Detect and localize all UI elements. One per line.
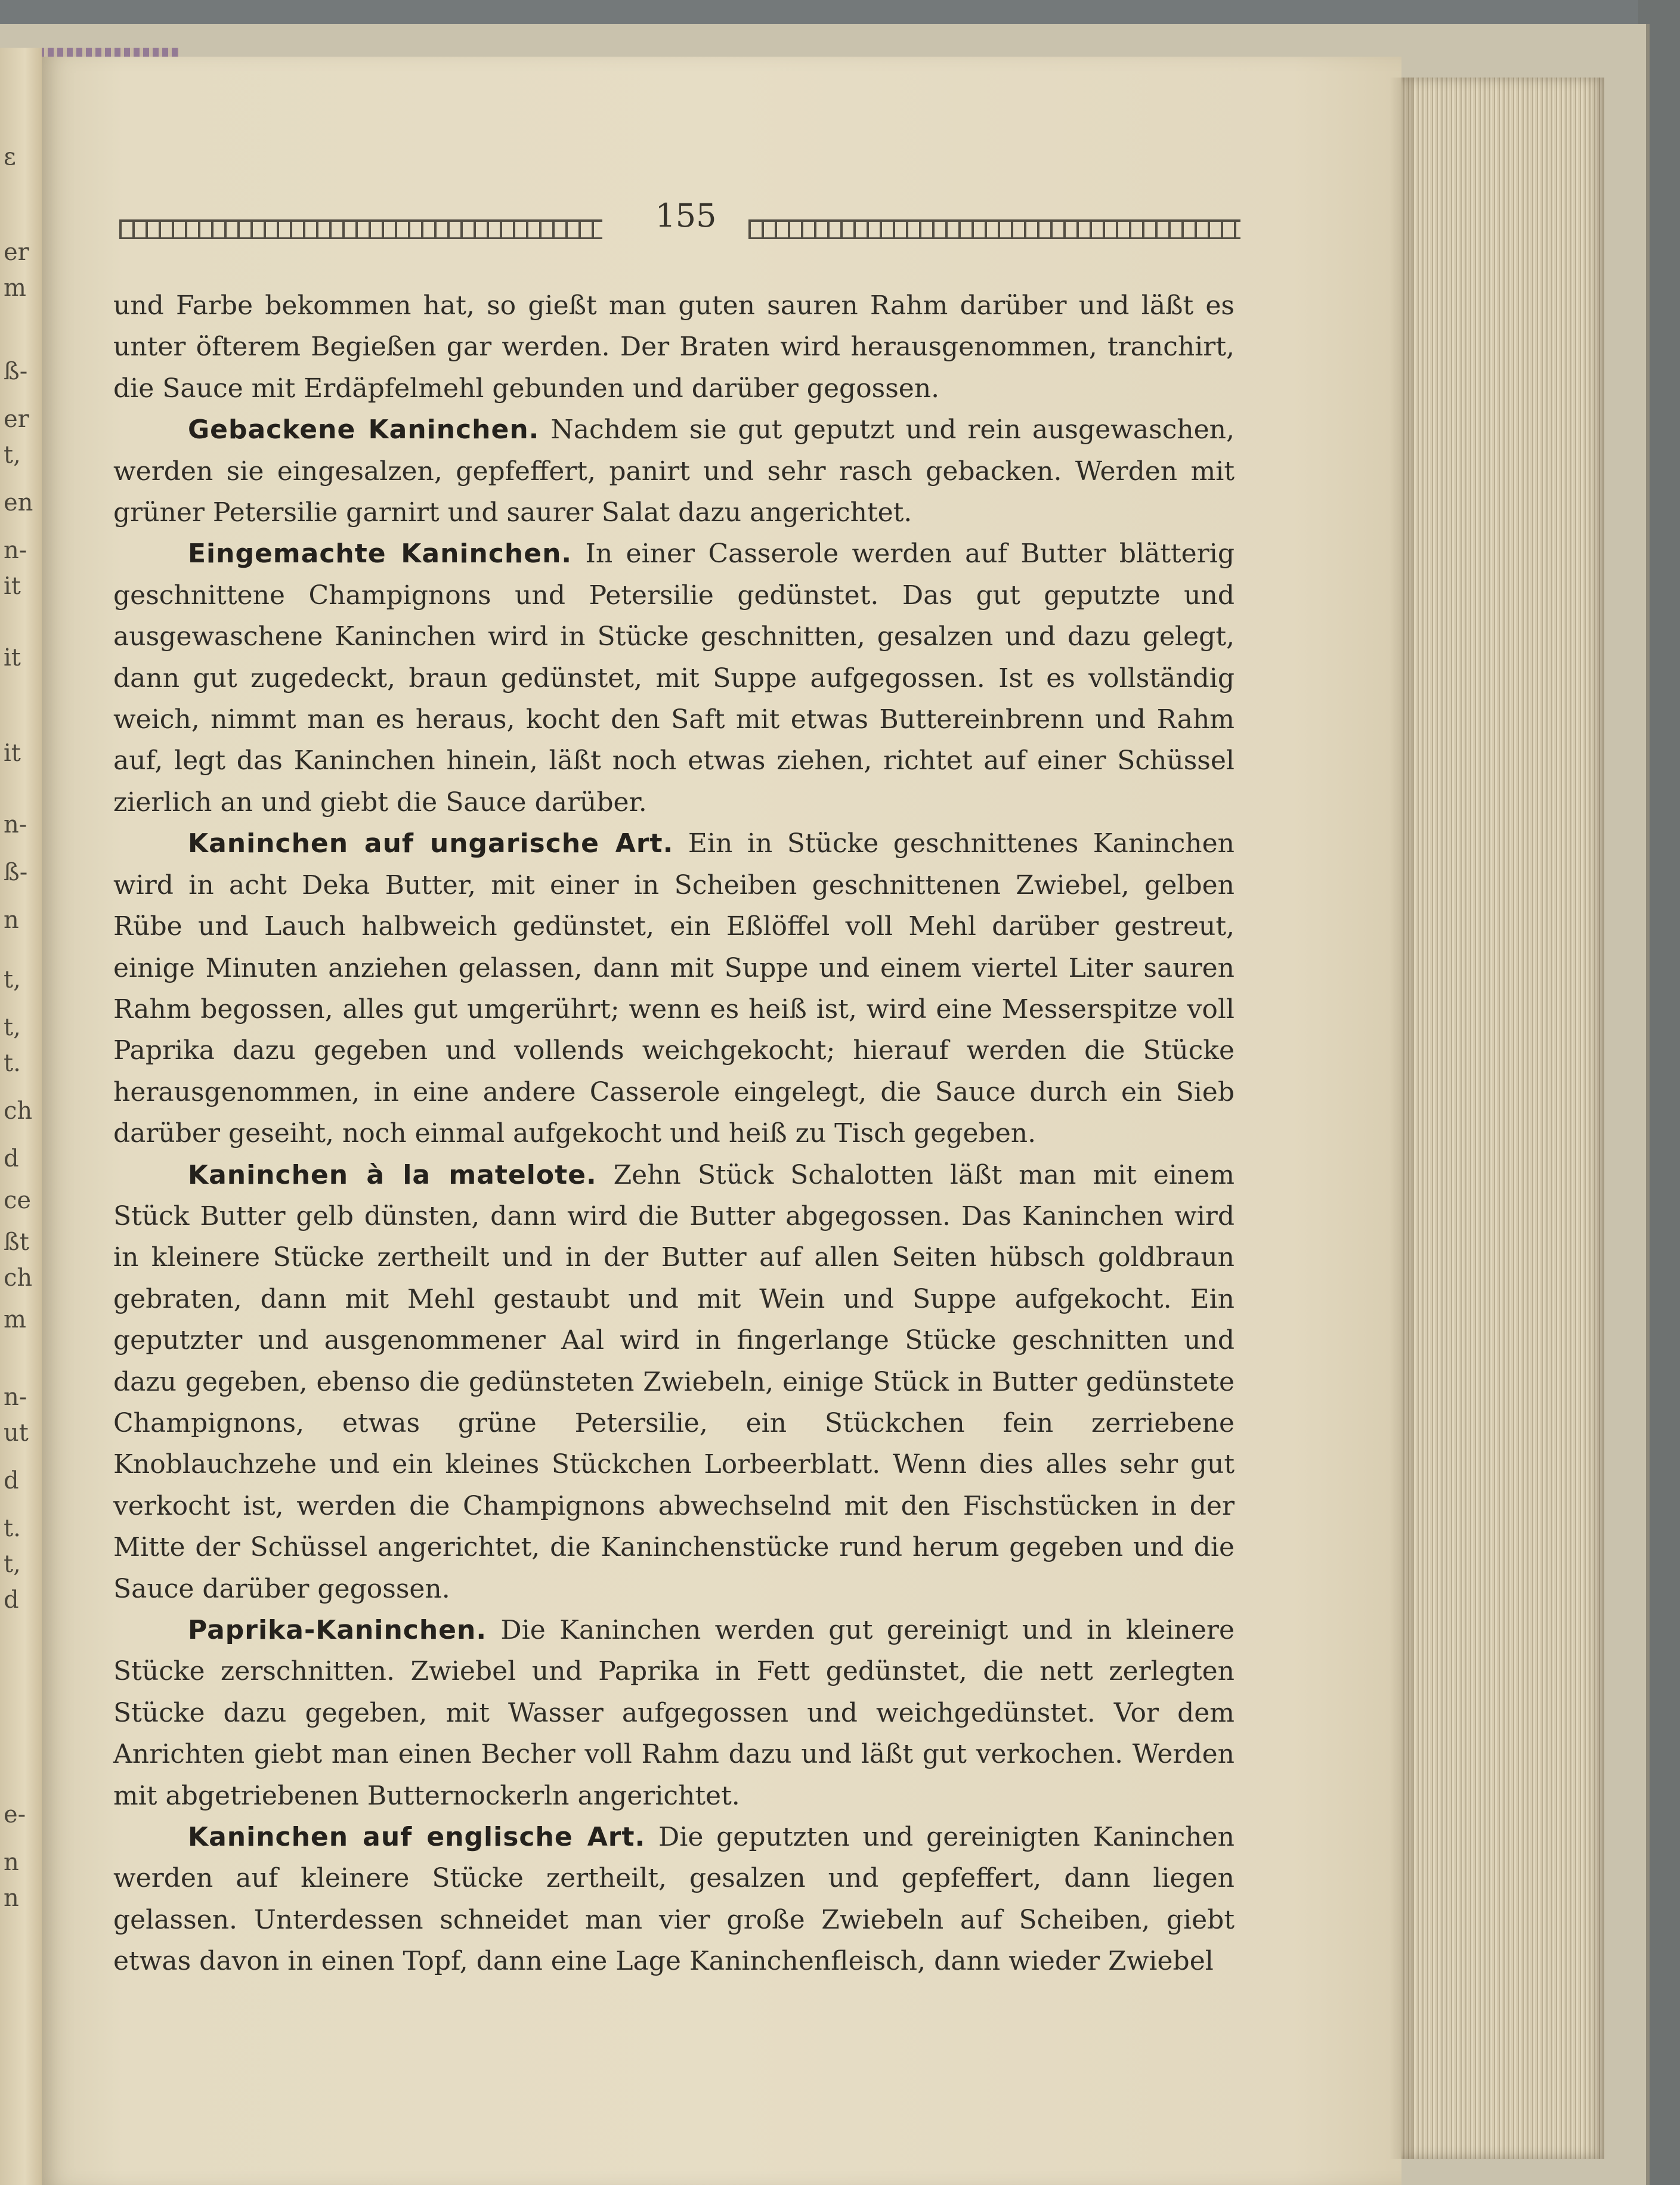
previous-page-fragment: m bbox=[4, 274, 26, 302]
recipe-paprika-kaninchen bbox=[113, 1610, 1235, 1816]
previous-page-fragment: n- bbox=[4, 811, 27, 838]
previous-page-fragment: n bbox=[4, 906, 19, 934]
recipe-heading: Paprika-Kaninchen. bbox=[188, 1615, 487, 1645]
recipe-heading: Kaninchen à la matelote. bbox=[188, 1159, 597, 1190]
previous-page-fragment: m bbox=[4, 1306, 26, 1333]
recipe-ungarische-art bbox=[113, 823, 1235, 1154]
previous-page-fragment: ch bbox=[4, 1097, 33, 1125]
recipe-text: Die geputzten und gereinigten Kaninchen werden auf kleinere Stücke zertheilt, gesalzen und gepfeffert, dann liegen gelassen. Unterdessen schneidet man vier große Zwiebeln auf Scheiben, giebt etwas davon in einen Topf, dann eine Lage Kaninchenfleisch, dann wieder Zwiebel bbox=[113, 1822, 1235, 1977]
paragraph-text: und Farbe bekommen hat, so gießt man guten sauren Rahm darüber und läßt es unter öfterem Begießen gar werden. Der Braten wird herausgenommen, tranchirt, die Sauce mit Erdäpfelmehl gebunden und darüber gegossen. bbox=[113, 290, 1235, 404]
ornament-left bbox=[119, 219, 602, 239]
previous-page-fragment: ß- bbox=[4, 358, 28, 385]
previous-page-fragment: er bbox=[4, 239, 29, 266]
page-edges bbox=[1401, 78, 1604, 2159]
recipe-text: Zehn Stück Schalotten läßt man mit einem Stück Butter gelb dünsten, dann wird die Butter abgegossen. Das Kaninchen wird in kleinere Stücke zertheilt und in der Butter auf allen Seiten hübsch goldbraun gebraten, dann mit Mehl gestaubt und mit Wein und Suppe aufgekocht. Ein geputzter und ausgenommener Aal wird in fingerlange Stücke geschnitten und dazu gegeben, ebenso die gedünsteten Zwiebeln, einige Stück in Butter gedünstete Champignons, etwas grüne Petersilie, ein Stückchen fein zerriebene Knoblauchzehe und ein kleines Stückchen Lorbeerblatt. Wenn dies alles sehr gut verkocht ist, werden die Champignons abwechselnd mit den Fischstücken in der Mitte der Schüssel angerichtet, die Kaninchenstücke rund herum gegeben und die Sauce darüber gegossen. bbox=[113, 1159, 1235, 1604]
recipe-heading: Eingemachte Kaninchen. bbox=[188, 538, 573, 570]
previous-page-fragment: n bbox=[4, 1849, 19, 1876]
paragraph bbox=[113, 285, 1235, 409]
previous-page-fragment: ut bbox=[4, 1419, 29, 1447]
previous-page-fragment: it bbox=[4, 572, 21, 600]
previous-page-fragment: t, bbox=[4, 1550, 21, 1578]
previous-page-fragment: t. bbox=[4, 1515, 21, 1542]
recipe-text: Nachdem sie gut geputzt und rein ausgewaschen, werden sie eingesalzen, gepfeffert, panirt und sehr rasch gebacken. Werden mit grüner Petersilie garnirt und saurer Salat dazu angerichtet. bbox=[113, 414, 1235, 528]
ornament-right bbox=[748, 219, 1240, 239]
previous-page-fragment: n- bbox=[4, 1384, 27, 1411]
previous-page-fragment: ß- bbox=[4, 859, 28, 886]
recipe-matelote bbox=[113, 1155, 1235, 1610]
previous-page-fragment: er bbox=[4, 406, 29, 433]
gutter-shadow bbox=[1390, 78, 1413, 2159]
recipe-text: Ein in Stücke geschnittenes Kaninchen wird in acht Deka Butter, mit einer in Scheiben geschnittenen Zwiebel, gelben Rübe und Lauch halbweich gedünstet, ein Eßlöffel voll Mehl darüber gestreut, einige Minuten anziehen gelassen, dann mit Suppe und einem viertel Liter sauren Rahm begossen, alles gut umgerührt; wenn es heiß ist, wird eine Messerspitze voll Paprika dazu gegeben und vollends weichgekocht; hierauf werden die Stücke herausgenommen, in eine andere Casserole eingelegt, die Sauce durch ein Sieb darüber geseiht, noch einmal aufgekocht und heiß zu Tisch gegeben. bbox=[113, 828, 1235, 1149]
previous-page-fragment: n bbox=[4, 1884, 19, 1912]
previous-page-fragment: d bbox=[4, 1467, 19, 1494]
previous-page-fragment: d bbox=[4, 1145, 19, 1172]
previous-page-fragment: ɛ bbox=[4, 143, 16, 171]
previous-page-fragment: n- bbox=[4, 537, 27, 564]
recipe-englische-art bbox=[113, 1816, 1235, 1982]
recipe-text: In einer Casserole werden auf Butter blätterig geschnittene Champignons und Petersilie gedünstet. Das gut geputzte und ausgewaschene Kaninchen wird in Stücke geschnitten, gesalzen und dazu gelegt, dann gut zugedeckt, braun gedünstet, mit Suppe aufgegossen. Ist es vollständig weich, nimmt man es heraus, kocht den Saft mit etwas Buttereinbrenn und Rahm auf, legt das Kaninchen hinein, läßt noch etwas ziehen, richtet auf einer Schüssel zierlich an und giebt die Sauce darüber. bbox=[113, 538, 1235, 818]
previous-page-fragment: t. bbox=[4, 1050, 21, 1077]
page-number: 155 bbox=[655, 197, 717, 234]
recipe-text: Die Kaninchen werden gut gereinigt und in kleinere Stücke zerschnitten. Zwiebel und Paprika in Fett gedünstet, die nett zerlegten Stücke dazu gegeben, mit Wasser aufgegossen und weichgedünstet. Vor dem Anrichten giebt man einen Becher voll Rahm dazu und läßt gut verkochen. Werden mit abgetriebenen Butternockerln angerichtet. bbox=[113, 1615, 1235, 1811]
previous-page-fragment: ßt bbox=[4, 1228, 29, 1256]
recipe-heading: Kaninchen auf englische Art. bbox=[188, 1822, 646, 1853]
running-header bbox=[119, 197, 1240, 245]
previous-page-fragment: ch bbox=[4, 1264, 33, 1292]
previous-page-fragment: e- bbox=[4, 1801, 26, 1828]
page-body bbox=[113, 285, 1235, 1982]
recipe-eingemachte-kaninchen bbox=[113, 533, 1235, 823]
previous-page-fragment: d bbox=[4, 1586, 19, 1614]
previous-page-fragment: en bbox=[4, 489, 33, 516]
previous-page-fragment: t, bbox=[4, 966, 21, 994]
previous-page-fragment: it bbox=[4, 739, 21, 767]
previous-page bbox=[0, 48, 42, 2185]
previous-page-fragment: t, bbox=[4, 1014, 21, 1041]
previous-page-fragment: t, bbox=[4, 441, 21, 469]
previous-page-fragment: ce bbox=[4, 1187, 32, 1214]
recipe-heading: Gebackene Kaninchen. bbox=[188, 414, 540, 445]
recipe-heading: Kaninchen auf ungarische Art. bbox=[188, 828, 674, 859]
recipe-gebackene-kaninchen bbox=[113, 409, 1235, 533]
previous-page-fragment: it bbox=[4, 644, 21, 671]
